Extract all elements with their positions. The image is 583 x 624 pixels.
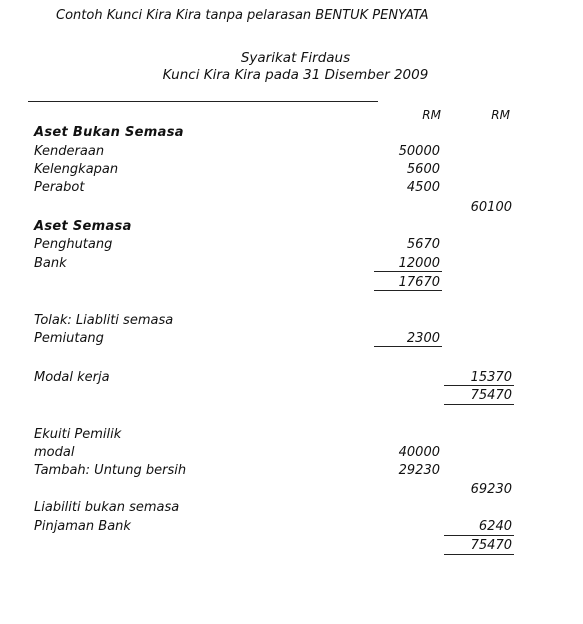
row-label: Kenderaan [34, 144, 105, 159]
amount-col2: 6240 [478, 519, 512, 534]
amount-col2: 69230 [470, 482, 512, 497]
amount-col1: 2300 [406, 331, 440, 346]
statement-row [0, 256, 583, 274]
row-label: Modal kerja [34, 370, 110, 385]
row-label: Bank [34, 256, 67, 271]
statement-row [0, 500, 583, 518]
row-label: Liabiliti bukan semasa [34, 500, 180, 515]
statement-row [0, 482, 583, 500]
amount-col1: 4500 [406, 180, 440, 195]
column-header-rm-1: RM [422, 108, 441, 122]
statement-row [0, 144, 583, 162]
underline [444, 554, 514, 555]
statement-row [0, 162, 583, 180]
document-note: Contoh Kunci Kira Kira tanpa pelarasan BENTUK PENYATA [56, 8, 429, 23]
section-heading: Aset Bukan Semasa [34, 125, 184, 140]
amount-col2: 75470 [470, 388, 512, 403]
amount-col1: 5670 [406, 237, 440, 252]
statement-row [0, 463, 583, 481]
row-label: Pinjaman Bank [34, 519, 131, 534]
underline [444, 535, 514, 536]
company-name: Syarikat Firdaus [240, 50, 351, 66]
row-label: Kelengkapan [34, 162, 119, 177]
row-label: Penghutang [34, 237, 113, 252]
statement-row [0, 200, 583, 218]
amount-col1: 17670 [398, 275, 440, 290]
statement-row [0, 219, 583, 237]
amount-col2: 60100 [470, 200, 512, 215]
row-label: Pemiutang [34, 331, 104, 346]
amount-col2: 15370 [470, 370, 512, 385]
row-label: Ekuiti Pemilik [34, 427, 122, 442]
statement-row [0, 237, 583, 255]
underline [374, 346, 442, 347]
statement-row [0, 180, 583, 198]
amount-col1: 50000 [398, 144, 440, 159]
row-label: Perabot [34, 180, 85, 195]
section-heading: Aset Semasa [34, 219, 132, 234]
statement-row [0, 445, 583, 463]
statement-row [0, 331, 583, 349]
underline [444, 385, 514, 386]
row-label: modal [34, 445, 75, 460]
statement-row [0, 313, 583, 331]
row-label: Tambah: Untung bersih [34, 463, 187, 478]
row-label: Tolak: Liabliti semasa [34, 313, 174, 328]
column-header-rm-2: RM [491, 108, 510, 122]
statement-row [0, 125, 583, 143]
underline [374, 271, 442, 272]
statement-row [0, 427, 583, 445]
statement-title: Kunci Kira Kira pada 31 Disember 2009 [162, 67, 429, 83]
amount-col2: 75470 [470, 538, 512, 553]
underline [374, 290, 442, 291]
amount-col1: 29230 [398, 463, 440, 478]
header-rule [28, 101, 378, 102]
statement-row [0, 275, 583, 293]
underline [444, 404, 514, 405]
amount-col1: 40000 [398, 445, 440, 460]
amount-col1: 12000 [398, 256, 440, 271]
amount-col1: 5600 [406, 162, 440, 177]
